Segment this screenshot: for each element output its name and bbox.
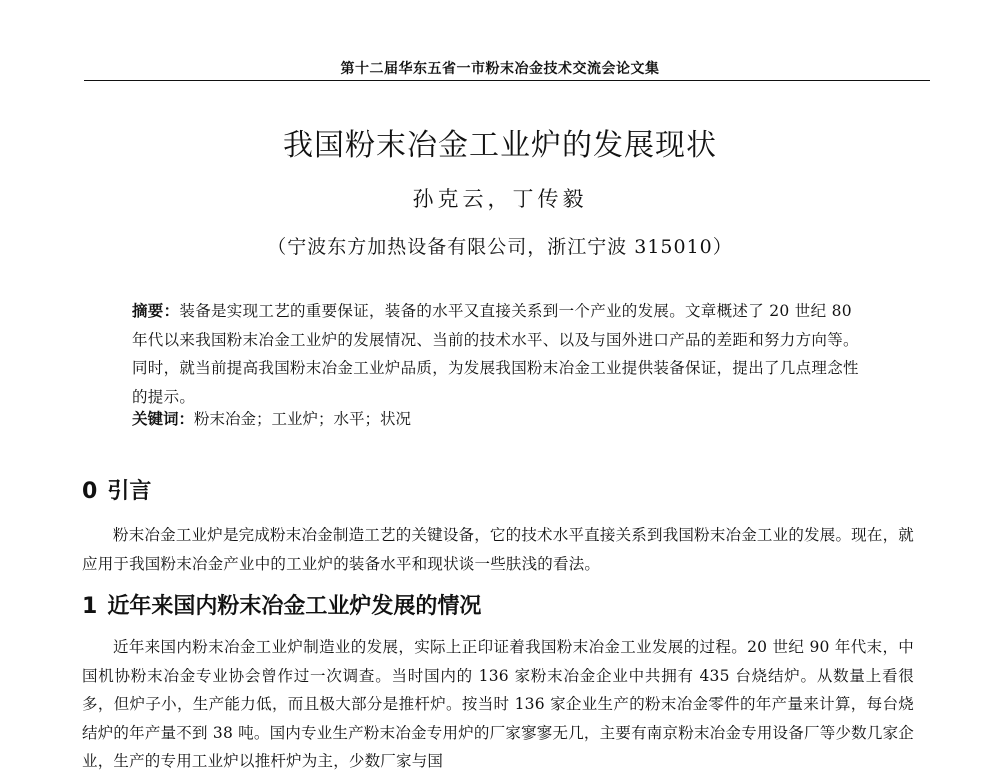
abstract-block <box>132 297 872 411</box>
keywords-label: 关键词： <box>132 409 195 428</box>
section-1-paragraph: 近年来国内粉末冶金工业炉制造业的发展，实际上正印证着我国粉末冶金工业发展的过程。20 世纪 90 年代末，中国机协粉末冶金专业协会曾作过一次调查。当时国内的 136 家粉末冶金企业中共拥有 435 台烧结炉。从数量上看很多，但炉子小，生产能力低，而且极大部分是推杆炉。按当时 136 家企业生产的粉末冶金零件的年产量来计算，每台烧结炉的年产量不到 38 吨。国内专业生产粉末冶金专用炉的厂家寥寥无几，主要有南京粉末冶金专用设备厂等少数几家企业，生产的专用工业炉以推杆炉为主，少数厂家与国 <box>82 638 914 770</box>
abstract-text: 装备是实现工艺的重要保证，装备的水平又直接关系到一个产业的发展。文章概述了 20 世纪 80 年代以来我国粉末冶金工业炉的发展情况、当前的技术水平、以及与国外进口产品的差距和努力方向等。同时，就当前提高我国粉末冶金工业炉品质，为发展我国粉末冶金工业提供装备保证，提出了几点理念性的提示。 <box>132 302 859 406</box>
keywords-block <box>132 405 872 433</box>
keywords-text: 粉末冶金；工业炉；水平；状况 <box>194 410 412 428</box>
section-title: 近年来国内粉末冶金工业炉发展的情况 <box>107 594 482 619</box>
header-divider <box>84 80 930 81</box>
running-header: 第十二届华东五省一市粉末冶金技术交流会论文集 <box>340 61 660 77</box>
section-0-paragraph: 粉末冶金工业炉是完成粉末冶金制造工艺的关键设备，它的技术水平直接关系到我国粉末冶金工业的发展。现在，就应用于我国粉末冶金产业中的工业炉的装备水平和现状谈一些肤浅的看法。 <box>82 526 914 573</box>
paper-authors: 孙克云，丁传毅 <box>412 187 588 211</box>
section-title: 引言 <box>107 479 152 504</box>
section-number: 1 <box>82 594 98 619</box>
paper-affiliation: （宁波东方加热设备有限公司，浙江宁波 315010） <box>267 236 733 258</box>
paper-title: 我国粉末冶金工业炉的发展现状 <box>283 128 717 163</box>
section-number: 0 <box>82 479 98 504</box>
section-heading-0 <box>82 474 151 505</box>
section-heading-1 <box>82 589 481 620</box>
abstract-label: 摘要： <box>132 301 180 320</box>
